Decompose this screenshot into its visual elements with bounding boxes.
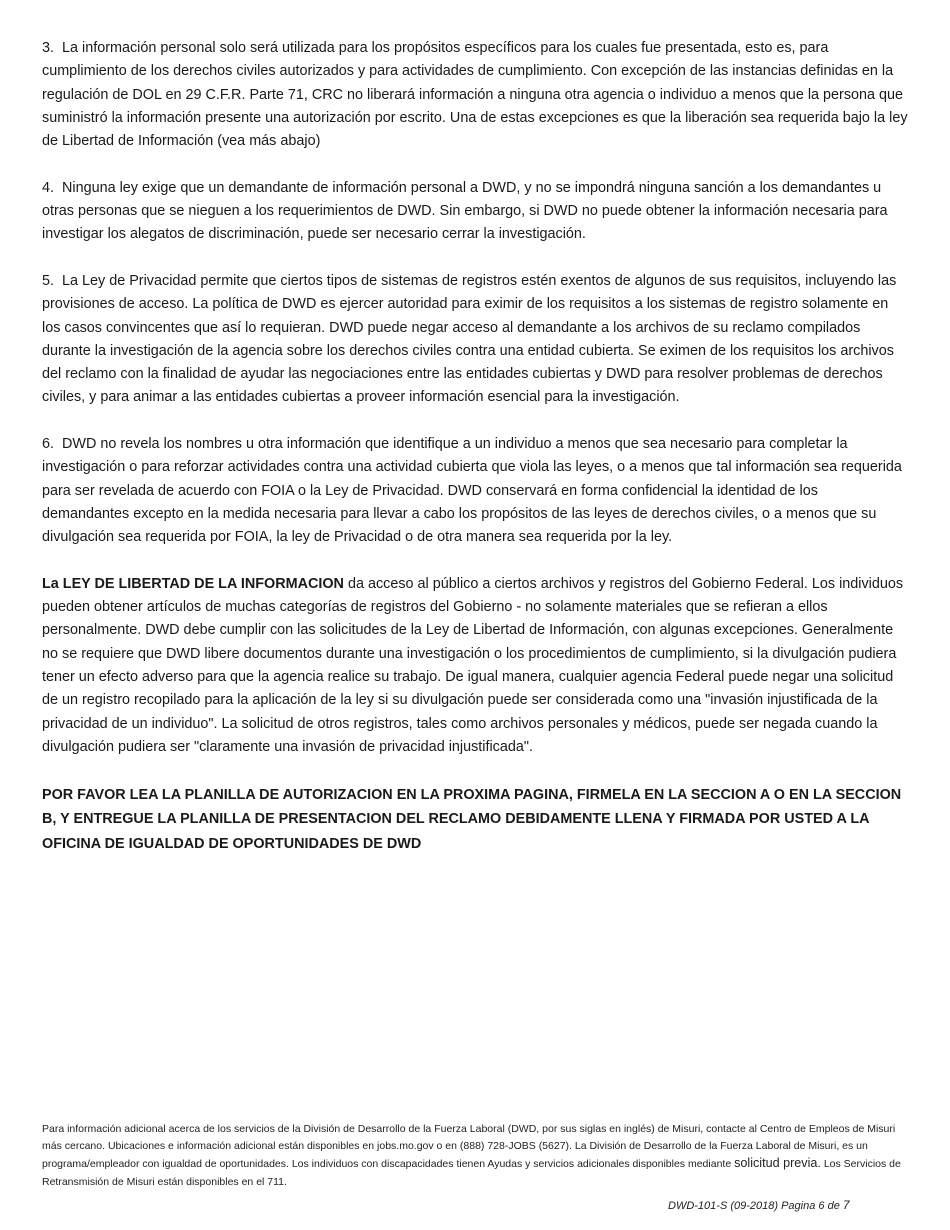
form-id-page-number	[668, 1198, 850, 1212]
foia-paragraph	[42, 573, 908, 759]
paragraph-3	[42, 37, 908, 153]
footer-note	[42, 1121, 908, 1191]
form-id: DWD-101-S (09-2018) Pagina 6 de	[668, 1200, 843, 1212]
foia-text: da acceso al público a ciertos archivos y registros del Gobierno Federal. Los individuos pueden obtener artículos de muchas categorías de registros del Gobierno - no solamente materiales que se refieran a ellos personalmente. DWD debe cumplir con las solicitudes de la Ley de Libertad de Información, con algunas excepciones. Generalmente no se requiere que DWD libere documentos durante una investigación o los procedimientos de cumplimiento, si la divulgación pudiera tener un efecto adverso para que la agencia realice su trabajo. De igual manera, cualquier agencia Federal puede negar una solicitud de un registro recopilado para la aplicación de la ley si su divulgación puede ser considerada como una "invasión injustificada de la privacidad de un individuo". La solicitud de otros registros, tales como archivos personales y médicos, puede ser negada cuando la divulgación pudiera ser "claramente una invasión de privacidad injustificada".	[42, 575, 904, 755]
paragraph-number: 5.	[42, 272, 55, 289]
paragraph-number: 4.	[42, 179, 55, 196]
paragraph-number: 6.	[42, 436, 55, 453]
paragraph-number: 3.	[42, 40, 55, 56]
footer-emphasis: solicitud previa.	[734, 1156, 821, 1171]
footer-text: Para información adicional acerca de los servicios de la División de Desarrollo de la Fuerza Laboral (DWD, por sus siglas en inglés) de Misuri, contacte al Centro de Empleos de Misuri más cercano. Ubicaciones e información adicional están disponibles en jobs.mo.gov o en (888) 728-JOBS (5627). La División de Desarrollo de la Fuerza Laboral de Misuri, es un programa/empleador con igualdad de oportunidades. Los individuos con discapacidades tienen Ayudas y servicios adicionales disponibles mediante	[42, 1123, 896, 1171]
paragraph-4	[42, 177, 908, 247]
authorization-notice: POR FAVOR LEA LA PLANILLA DE AUTORIZACION EN LA PROXIMA PAGINA, FIRMELA EN LA SECCION A O EN LA SECCION B, Y ENTREGUE LA PLANILLA DE PRESENTACION DEL RECLAMO DEBIDAMENTE LLENA Y FIRMADA POR USTED A LA OFICINA DE IGUALDAD DE OPORTUNIDADES DE DWD	[42, 786, 902, 852]
document-body	[42, 37, 908, 879]
foia-heading: La LEY DE LIBERTAD DE LA INFORMACION	[42, 575, 344, 592]
paragraph-text: DWD no revela los nombres u otra información que identifique a un individuo a menos que sea necesario para completar la investigación o para reforzar actividades contra una actividad cubierta que viola las leyes, o a menos que tal información sea requerida para ser revelada de acuerdo con FOIA o la Ley de Privacidad. DWD conservará en forma confidencial la identidad de los demandantes excepto en la medida necesaria para llevar a cabo los propósitos de las leyes de derechos civiles, o a menos que su divulgación sea requerida por FOIA, la ley de Privacidad o de otra manera sea requerida por la ley.	[42, 436, 902, 546]
page-total: 7	[842, 1198, 850, 1212]
paragraph-text: La información personal solo será utilizada para los propósitos específicos para los cuales fue presentada, esto es, para cumplimiento de los derechos civiles autorizados y para actividades de cumplimiento. Con excepción de las instancias definidas en la regulación de DOL en 29 C.F.R. Parte 71, CRC no liberará información a ninguna otra agencia o individuo a menos que la persona que suministró la información presente una autorización por escrito. Una de estas excepciones es que la liberación sea requerida bajo la ley de Libertad de Información (vea más abajo)	[42, 40, 908, 150]
paragraph-text: La Ley de Privacidad permite que ciertos tipos de sistemas de registros estén exentos de algunos de sus requisitos, incluyendo las provisiones de acceso. La política de DWD es ejercer autoridad para eximir de los requisitos a los sistemas de registro solamente en los casos convincentes que así lo requieran. DWD puede negar acceso al demandante a los archivos de su reclamo compilados durante la investigación de la agencia sobre los derechos civiles contra una entidad cubierta. Se eximen de los requisitos los archivos del reclamo con la finalidad de ayudar las negociaciones entre las entidades cubiertas y DWD para resolver problemas de derechos civiles, y para animar a las entidades cubiertas a proveer información esencial para la investigación.	[42, 272, 897, 406]
paragraph-text: Ninguna ley exige que un demandante de información personal a DWD, y no se impondrá ninguna sanción a los demandantes u otras personas que se nieguen a los requerimientos de DWD. Sin embargo, si DWD no puede obtener la información necesaria para investigar los alegatos de discriminación, puede ser necesario cerrar la investigación.	[42, 179, 888, 243]
paragraph-6	[42, 433, 908, 549]
footer-text-end: Los Servicios de Retransmisión de Misuri están disponibles en el 711.	[42, 1158, 901, 1188]
paragraph-5	[42, 270, 908, 410]
